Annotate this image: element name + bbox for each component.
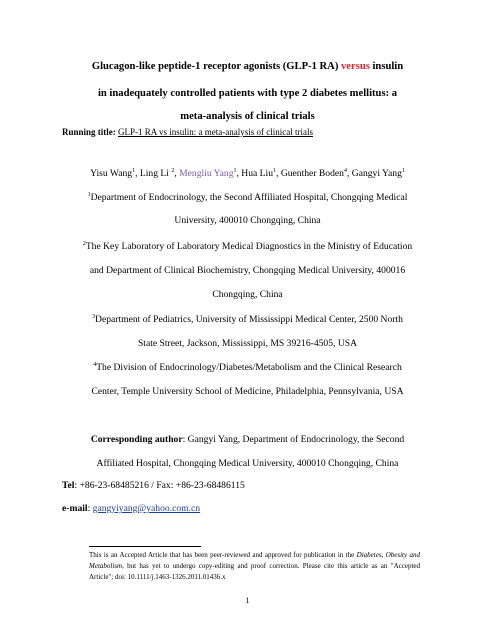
running-title-label: Running title: [62,127,116,137]
corresponding-author-label: Corresponding author [90,434,183,445]
affiliation-3-line-2: State Street, Jackson, Mississippi, MS 39216-4505, USA [137,338,358,349]
affiliation-4-line-2: Center, Temple University School of Medicine, Philadelphia, Pennsylvania, USA [91,386,404,397]
page-number: 1 [245,596,250,605]
author-3: Mengliu Yang$^1$, [179,168,242,179]
running-title [62,126,313,138]
affiliation-4-line-1: $^4$The Division of Endocrinology/Diabetes/Metabolism and the Clinical Research [93,362,402,373]
author-5: Guenther Boden$^4$, [280,168,352,179]
accepted-article-footnote: This is an Accepted Article that has been peer-reviewed and approved for publication in the Diabetes, Obesity and Metabolism, but has yet to undergo copy-editing and proof correction. Please cite this article as an "Accepted Article"; doi: 10.1111/j.1463-1326.2011.01436.x [89,551,421,581]
title-versus: versus [341,61,370,72]
author-2: Ling Li $^2$, [139,168,180,179]
title-line-1: Glucagon-like peptide-1 receptor agonists (GLP-1 RA) versus insulin [91,61,404,72]
tel-label: Tel [62,480,75,491]
affiliation-1-line-1: $^1$Department of Endocrinology, the Second Affiliated Hospital, Chongqing Medical [87,192,408,203]
corresponding-author-line-2: Affiliated Hospital, Chongqing Medical University, 400010 Chongqing, China [96,458,399,469]
tel-fax-line: Tel: +86-23-68485216 / Fax: +86-23-68486115 [62,480,245,491]
author-list [40,167,455,180]
affiliation-2-line-1: $^2$The Key Laboratory of Laboratory Medical Diagnostics in the Ministry of Education [82,241,413,252]
author-4: Hua Liu$^1$, [241,168,281,179]
running-title-text: GLP-1 RA vs insulin: a meta-analysis of clinical trials [118,127,313,137]
author-6: Gangyi Yang$^1$ [351,168,405,179]
author-1: Yisu Wang$^1$, [90,168,140,179]
affiliation-1-line-2: University, 400010 Chongqing, China [174,215,321,226]
affiliation-3-line-1: $^3$Department of Pediatrics, University of Mississippi Medical Center, 2500 North [92,314,403,325]
email-line: e-mail: gangyiyang@yahoo.com.cn [62,503,201,514]
title-line-3: meta-analysis of clinical trials [180,111,315,122]
footnote-separator [89,546,201,547]
affiliation-2-line-2: and Department of Clinical Biochemistry, Chongqing Medical University, 400016 [89,265,406,276]
affiliation-2-line-3: Chongqing, China [212,289,283,300]
corresponding-author-line-1: Corresponding author: Gangyi Yang, Department of Endocrinology, the Second [90,434,405,445]
email-label: e-mail [62,503,88,514]
email-link[interactable]: gangyiyang@yahoo.com.cn [92,503,201,514]
title-line-2: in inadequately controlled patients with type 2 diabetes mellitus: a [97,88,398,99]
